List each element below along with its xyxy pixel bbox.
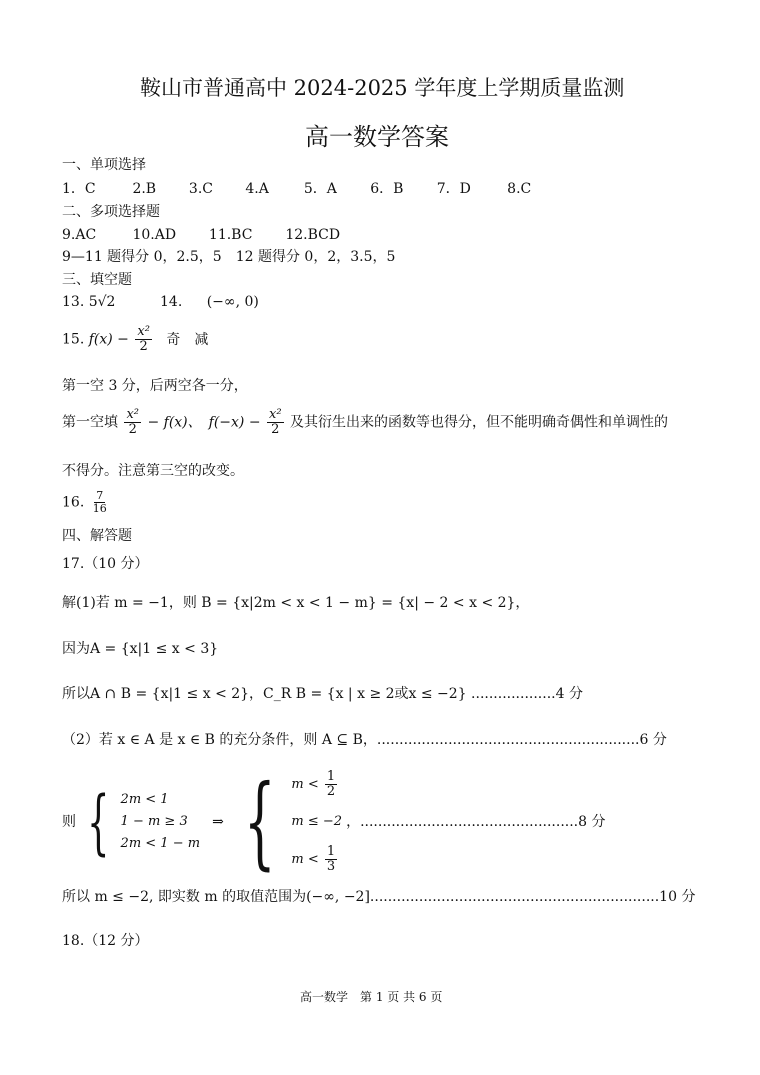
q15-fraction [135, 325, 152, 354]
answer-2: 2.B [132, 181, 157, 197]
note2-frac-1 [124, 408, 141, 437]
q15-frac-den: 2 [139, 339, 148, 354]
right-ineq-1-frac [325, 770, 337, 799]
q17-line-1: 解(1)若 m = −1，则 B = {x|2m < x < 1 − m} = {x| − 2 < x < 2}， [62, 595, 530, 611]
section1-answers [62, 180, 531, 198]
note2-frac-1-num: x² [126, 407, 139, 422]
section4-heading: 四、解答题 [62, 528, 132, 544]
q16-answer [62, 490, 111, 515]
q17-line-4: （2）若 x ∈ A 是 x ∈ B 的充分条件，则 A ⊆ B，...........................................................6 分 [62, 732, 667, 748]
note2-frac-1-den: 2 [128, 422, 137, 437]
answer-7: 7．D [436, 181, 471, 197]
page-subtitle: 高一数学答案 [305, 123, 449, 151]
answer-5: 5．A [303, 181, 337, 197]
left-system-lines [121, 791, 201, 853]
note2-c: 及其衍生出来的函数等也得分，但不能明确奇偶性和单调性的 [290, 414, 668, 431]
q17-title: 17.（10 分） [62, 556, 149, 572]
right-ineq-3-lhs: m < [291, 852, 319, 867]
section2-heading: 二、多项选择题 [62, 204, 160, 220]
answer-10: 10.AD [132, 227, 177, 243]
left-system [76, 781, 201, 863]
q17-line-6: 所以 m ≤ −2, 即实数 m 的取值范围为(−∞, −2].................................................................10 分 [62, 889, 696, 905]
note2-frac-2-den: 2 [271, 422, 280, 437]
section3-heading: 三、填空题 [62, 272, 132, 288]
scoring-note-3: 不得分。注意第三空的改变。 [62, 463, 244, 479]
system-prefix: 则 [62, 814, 76, 830]
note2-a: 第一空填 [62, 414, 118, 431]
right-ineq-3 [291, 845, 342, 874]
section2-answers [62, 226, 340, 244]
section2-scoring: 9—11 题得分 0，2.5，5 12 题得分 0，2，3.5，5 [62, 249, 396, 265]
q16-label: 16. [62, 494, 85, 511]
q15-label: 15. [62, 331, 85, 348]
q16-den: 16 [92, 502, 107, 515]
system-suffix: ，.................................................8 分 [346, 814, 606, 830]
section1-heading: 一、单项选择 [62, 157, 146, 173]
q13-answer [62, 293, 115, 311]
implies-arrow: ⇒ [212, 814, 224, 830]
q15-words: 奇 减 [166, 331, 209, 348]
note2-frac-2-num: x² [269, 407, 282, 422]
q15-expr: f(x) − [88, 331, 129, 348]
answer-11: 11.BC [208, 227, 253, 243]
right-ineq-1-lhs: m < [291, 777, 319, 792]
q15-answer [62, 325, 208, 354]
right-system [228, 763, 343, 880]
q18-title: 18.（12 分） [62, 933, 149, 949]
scoring-note-2 [62, 408, 668, 437]
q17-system [62, 763, 606, 880]
q14-value: (−∞, 0) [206, 294, 259, 310]
answer-12: 12.BCD [285, 227, 341, 243]
q16-fraction [91, 490, 109, 515]
right-ineq-3-den: 3 [326, 859, 336, 874]
scoring-note-1: 第一空 3 分，后两空各一分， [62, 378, 248, 394]
page-title: 鞍山市普通高中 2024-2025 学年度上学期质量监测 [140, 76, 625, 100]
right-ineq-3-num: 1 [326, 844, 336, 859]
right-ineq-1 [291, 770, 342, 799]
q14-answer [160, 293, 259, 311]
right-system-lines [291, 770, 342, 874]
left-ineq-1: 2m < 1 [120, 792, 169, 807]
right-ineq-3-frac [325, 845, 337, 874]
page-footer: 高一数学 第 1 页 共 6 页 [300, 990, 443, 1004]
note2-b: − f(x)、 f(−x) − [147, 414, 261, 431]
right-ineq-1-den: 2 [326, 784, 336, 799]
answer-4: 4.A [245, 181, 269, 197]
answer-8: 8.C [507, 181, 532, 197]
q13-label: 13. [62, 294, 85, 310]
left-ineq-3: 2m < 1 − m [120, 836, 201, 851]
q16-num: 7 [96, 489, 104, 502]
right-ineq-1-num: 1 [326, 769, 336, 784]
q13-value: 5√2 [88, 294, 116, 310]
left-brace: { [87, 781, 110, 863]
left-ineq-2: 1 − m ≥ 3 [120, 814, 188, 829]
answer-1: 1．C [62, 181, 96, 197]
right-ineq-2: m ≤ −2 [291, 814, 343, 829]
answer-3: 3.C [188, 181, 213, 197]
q15-frac-num: x² [137, 324, 150, 339]
answer-6: 6．B [370, 181, 404, 197]
q14-label: 14. [160, 294, 183, 310]
q17-line-2: 因为A = {x|1 ≤ x < 3} [62, 641, 219, 657]
note2-frac-2 [267, 408, 284, 437]
right-brace: { [243, 763, 276, 880]
answer-9: 9.AC [62, 227, 97, 243]
q17-line-3: 所以A ∩ B = {x|1 ≤ x < 2}，C_R B = {x | x ≥ 2或x ≤ −2} ...................4 分 [62, 686, 583, 702]
